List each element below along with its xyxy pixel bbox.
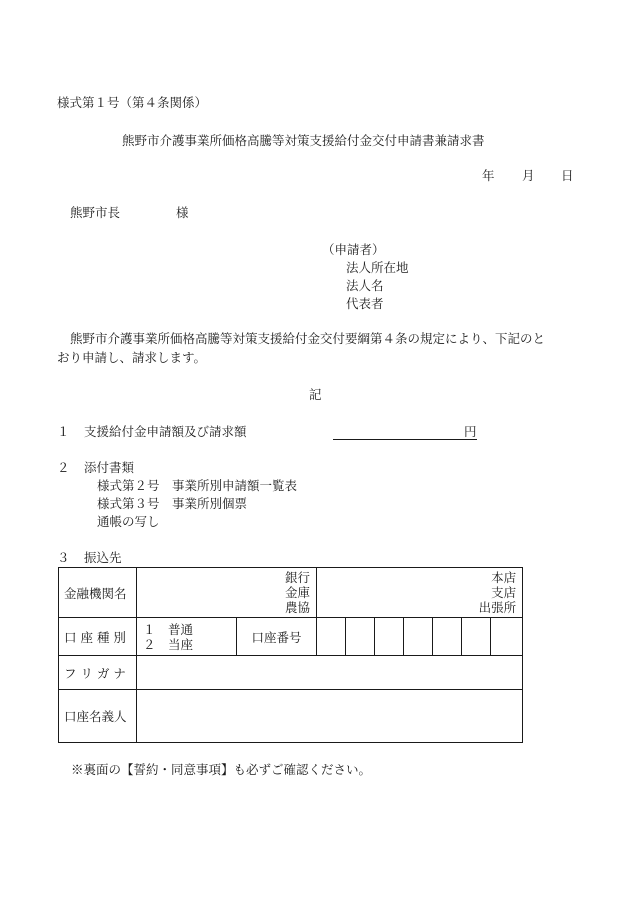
account-digit-6[interactable] — [462, 618, 491, 656]
account-digit-7[interactable] — [491, 618, 523, 656]
date-year: 年 — [482, 168, 495, 183]
account-number-label: 口座番号 — [237, 618, 317, 656]
item1-number: １ — [57, 424, 70, 439]
institution-type-bank: 銀行 — [285, 570, 311, 585]
account-digit-2[interactable] — [346, 618, 375, 656]
date-month: 月 — [522, 168, 535, 183]
item1-unit: 円 — [464, 424, 477, 439]
institution-type-cell[interactable] — [137, 568, 317, 618]
attachment-doc-3: 通帳の写し — [97, 514, 160, 529]
furigana-field[interactable] — [137, 656, 523, 690]
form-number: 様式第１号（第４条関係） — [57, 95, 208, 110]
account-digit-4[interactable] — [404, 618, 433, 656]
account-type-savings: １ 普通 — [143, 621, 194, 637]
body-text-line2: おり申請し、請求します。 — [57, 350, 207, 365]
account-type-label: 口 座 種 別 — [59, 618, 137, 656]
item1-label: 支援給付金申請額及び請求額 — [84, 424, 247, 439]
ki-heading: 記 — [309, 387, 322, 402]
bank-transfer-table — [58, 567, 523, 743]
applicant-name-label: 法人名 — [346, 278, 384, 293]
account-digit-5[interactable] — [433, 618, 462, 656]
account-holder-label: 口座名義人 — [59, 690, 137, 743]
addressee-honorific: 様 — [176, 205, 189, 220]
body-text-line1: 熊野市介護事業所価格高騰等対策支援給付金交付要綱第４条の規定により、下記のと — [70, 331, 546, 346]
item2-label: 添付書類 — [84, 460, 135, 475]
form-title: 熊野市介護事業所価格高騰等対策支援給付金交付申請書兼請求書 — [122, 133, 485, 148]
applicant-address-label: 法人所在地 — [346, 260, 409, 275]
account-digit-3[interactable] — [375, 618, 404, 656]
institution-label: 金融機関名 — [59, 568, 137, 618]
branch-type-cell[interactable] — [317, 568, 523, 618]
attachment-doc-2: 様式第３号 事業所別個票 — [97, 496, 248, 511]
account-digit-1[interactable] — [317, 618, 346, 656]
applicant-heading: （申請者） — [322, 242, 385, 257]
confirmation-note: ※裏面の【誓約・同意事項】も必ずご確認ください。 — [71, 762, 372, 777]
account-holder-field[interactable] — [137, 690, 523, 743]
item3-number: ３ — [57, 550, 70, 565]
addressee-name: 熊野市長 — [70, 205, 121, 220]
branch-type-office: 出張所 — [478, 600, 517, 615]
applicant-rep-label: 代表者 — [346, 296, 384, 311]
amount-field[interactable] — [333, 425, 477, 440]
account-type-checking: ２ 当座 — [143, 636, 194, 652]
attachment-doc-1: 様式第２号 事業所別申請額一覧表 — [97, 478, 298, 493]
account-type-options[interactable] — [137, 618, 237, 656]
branch-type-branch: 支店 — [491, 585, 517, 600]
item2-number: ２ — [57, 460, 70, 475]
item3-label: 振込先 — [84, 550, 122, 565]
furigana-label: フ リ ガ ナ — [59, 656, 137, 690]
branch-type-main: 本店 — [491, 570, 517, 585]
date-day: 日 — [561, 168, 574, 183]
institution-type-shinkin: 金庫 — [285, 585, 311, 600]
institution-type-nokyo: 農協 — [285, 600, 311, 615]
